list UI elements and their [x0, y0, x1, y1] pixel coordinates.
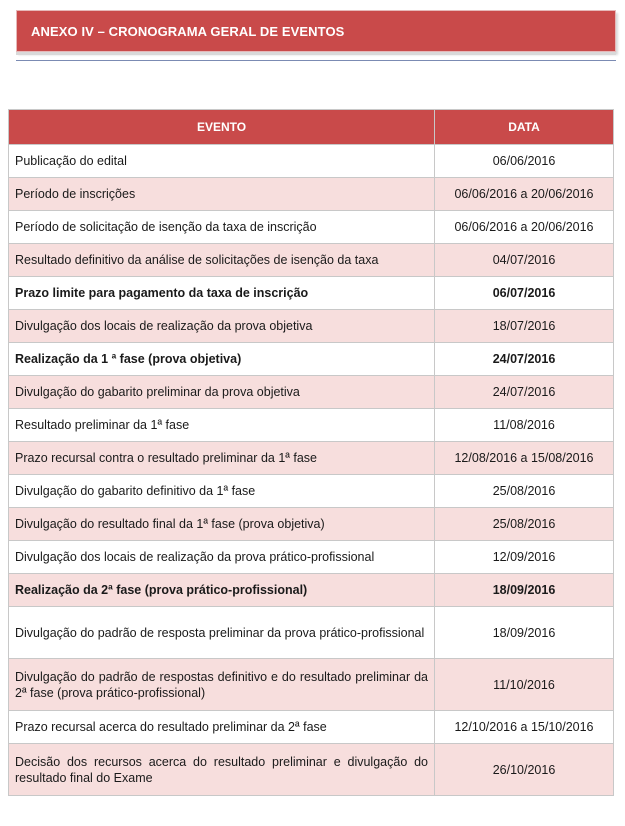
date-cell: 06/06/2016: [435, 145, 614, 178]
event-cell: Divulgação dos locais de realização da prova prático-profissional: [9, 541, 435, 574]
column-header-date: DATA: [435, 110, 614, 145]
date-cell: 06/06/2016 a 20/06/2016: [435, 178, 614, 211]
event-cell: Decisão dos recursos acerca do resultado preliminar e divulgação do resultado final do Exame: [9, 744, 435, 796]
date-cell: 18/09/2016: [435, 607, 614, 659]
title-banner: [16, 10, 616, 52]
event-cell: Resultado preliminar da 1ª fase: [9, 409, 435, 442]
table-row: [9, 343, 614, 376]
table-row: [9, 442, 614, 475]
event-cell: Resultado definitivo da análise de solicitações de isenção da taxa: [9, 244, 435, 277]
table-row: [9, 244, 614, 277]
date-cell: 18/07/2016: [435, 310, 614, 343]
date-cell: 06/06/2016 a 20/06/2016: [435, 211, 614, 244]
date-cell: 25/08/2016: [435, 475, 614, 508]
table-row: [9, 607, 614, 659]
table-row: [9, 145, 614, 178]
event-cell: Período de solicitação de isenção da taxa de inscrição: [9, 211, 435, 244]
date-cell: 26/10/2016: [435, 744, 614, 796]
table-row: [9, 508, 614, 541]
date-cell: 04/07/2016: [435, 244, 614, 277]
date-cell: 11/10/2016: [435, 659, 614, 711]
event-cell: Divulgação do padrão de respostas definitivo e do resultado preliminar da 2ª fase (prova prático-profissional): [9, 659, 435, 711]
title-divider: [16, 60, 616, 61]
table-row: [9, 659, 614, 711]
event-cell: Divulgação dos locais de realização da prova objetiva: [9, 310, 435, 343]
table-row: [9, 744, 614, 796]
event-cell: Publicação do edital: [9, 145, 435, 178]
table-row: [9, 541, 614, 574]
date-cell: 24/07/2016: [435, 343, 614, 376]
page-title: ANEXO IV – CRONOGRAMA GERAL DE EVENTOS: [31, 24, 345, 39]
column-header-event: EVENTO: [9, 110, 435, 145]
table-header-row: [9, 110, 614, 145]
date-cell: 11/08/2016: [435, 409, 614, 442]
table-row: [9, 574, 614, 607]
events-schedule-table: [8, 109, 614, 796]
table-row: [9, 409, 614, 442]
event-cell: Divulgação do padrão de resposta preliminar da prova prático-profissional: [9, 607, 435, 659]
event-cell: Período de inscrições: [9, 178, 435, 211]
table-row: [9, 376, 614, 409]
table-row: [9, 211, 614, 244]
event-cell: Realização da 1 ª fase (prova objetiva): [9, 343, 435, 376]
date-cell: 18/09/2016: [435, 574, 614, 607]
table-row: [9, 310, 614, 343]
table-row: [9, 711, 614, 744]
date-cell: 24/07/2016: [435, 376, 614, 409]
event-cell: Prazo limite para pagamento da taxa de inscrição: [9, 277, 435, 310]
date-cell: 12/08/2016 a 15/08/2016: [435, 442, 614, 475]
table-row: [9, 277, 614, 310]
event-cell: Divulgação do gabarito preliminar da prova objetiva: [9, 376, 435, 409]
event-cell: Divulgação do gabarito definitivo da 1ª fase: [9, 475, 435, 508]
table-row: [9, 178, 614, 211]
date-cell: 06/07/2016: [435, 277, 614, 310]
event-cell: Prazo recursal acerca do resultado preliminar da 2ª fase: [9, 711, 435, 744]
date-cell: 12/09/2016: [435, 541, 614, 574]
date-cell: 25/08/2016: [435, 508, 614, 541]
event-cell: Divulgação do resultado final da 1ª fase (prova objetiva): [9, 508, 435, 541]
date-cell: 12/10/2016 a 15/10/2016: [435, 711, 614, 744]
event-cell: Realização da 2ª fase (prova prático-profissional): [9, 574, 435, 607]
event-cell: Prazo recursal contra o resultado preliminar da 1ª fase: [9, 442, 435, 475]
table-row: [9, 475, 614, 508]
